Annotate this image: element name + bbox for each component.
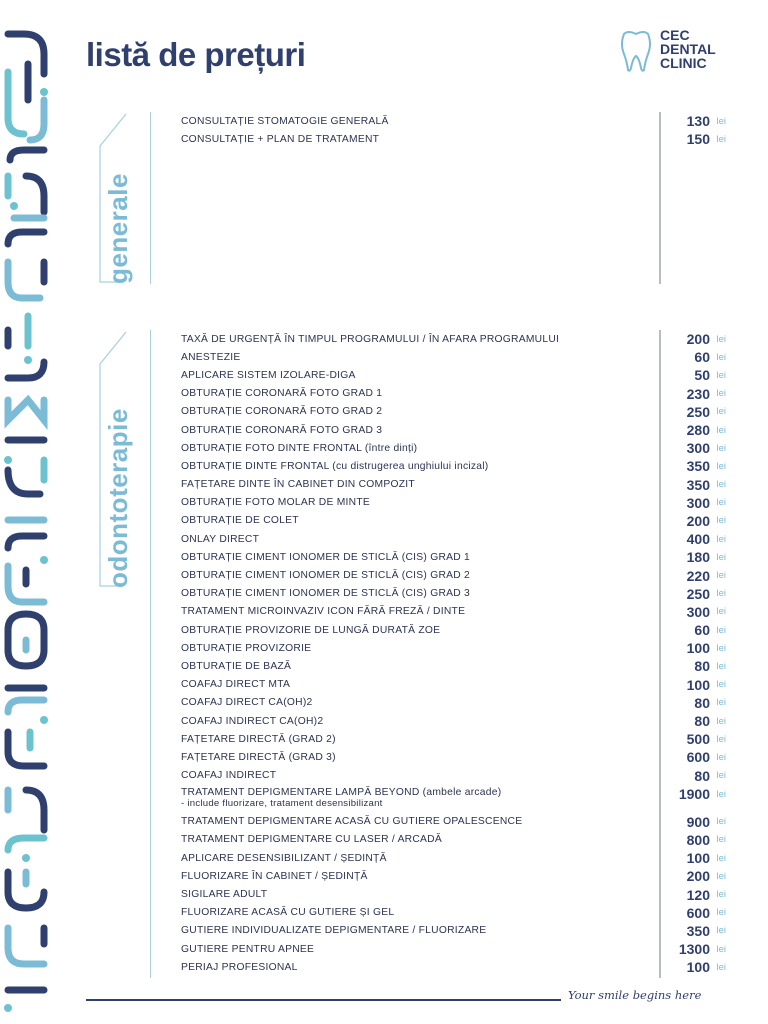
service-name (181, 406, 651, 417)
service-price: 80 (694, 767, 710, 784)
service-price: 300 (686, 440, 710, 457)
service-price: 200 (686, 331, 710, 348)
section-label-generale: generale (103, 173, 133, 284)
service-name (181, 497, 651, 508)
tooth-icon (618, 28, 654, 74)
service-name (181, 734, 651, 745)
currency-label: lei (716, 497, 726, 509)
price-row (181, 348, 736, 366)
service-name-text: OBTURAȚIE CORONARĂ FOTO GRAD 1 (181, 388, 383, 400)
currency-label: lei (716, 642, 726, 654)
logo-line-1: CEC (660, 27, 690, 43)
service-price: 60 (694, 349, 710, 366)
price-row (181, 530, 736, 548)
service-price: 100 (686, 640, 710, 657)
service-price: 100 (686, 850, 710, 867)
price-row (181, 885, 736, 903)
clinic-logo (614, 26, 734, 76)
price-row (181, 439, 736, 457)
service-price: 350 (686, 922, 710, 939)
service-name-text: TAXĂ DE URGENȚĂ ÎN TIMPUL PROGRAMULUI / ÎN AFARA PROGRAMULUI (181, 333, 560, 345)
service-price: 50 (694, 367, 710, 384)
service-price: 80 (694, 658, 710, 675)
service-name (181, 461, 651, 472)
service-price: 120 (686, 886, 710, 903)
currency-label: lei (716, 388, 726, 400)
service-name-text: OBTURAȚIE DINTE FRONTAL (cu distrugerea unghiului incizal) (181, 460, 489, 472)
service-name-text: OBTURAȚIE DE BAZĂ (181, 660, 292, 672)
service-name (181, 443, 651, 454)
service-name-text: OBTURAȚIE CORONARĂ FOTO GRAD 3 (181, 424, 383, 436)
service-price: 300 (686, 603, 710, 620)
price-list-generale (181, 112, 736, 148)
price-row (181, 548, 736, 566)
service-name (181, 606, 651, 617)
currency-label: lei (716, 406, 726, 418)
service-name (181, 944, 651, 955)
price-row (181, 958, 736, 976)
currency-label: lei (716, 751, 726, 763)
service-name-text: TRATAMENT MICROINVAZIV ICON FĂRĂ FREZĂ / DINTE (181, 606, 466, 618)
currency-label: lei (716, 479, 726, 491)
currency-label: lei (716, 733, 726, 745)
service-name-text: TRATAMENT DEPIGMENTARE CU LASER / ARCADĂ (181, 834, 442, 846)
price-row (181, 639, 736, 657)
service-name-text: OBTURAȚIE CIMENT IONOMER DE STICLĂ (CIS) GRAD 1 (181, 551, 471, 563)
service-name-text: CONSULTAȚIE STOMATOGIE GENERALĂ (181, 115, 389, 127)
section-divider-left (150, 330, 151, 978)
service-price: 900 (686, 813, 710, 830)
service-price: 200 (686, 512, 710, 529)
currency-label: lei (716, 697, 726, 709)
service-name-text: OBTURAȚIE PROVIZORIE (181, 642, 312, 654)
service-name-text: TRATAMENT DEPIGMENTARE ACASĂ CU GUTIERE OPALESCENCE (181, 816, 523, 828)
price-row (181, 867, 736, 885)
currency-label: lei (716, 133, 726, 145)
service-price: 350 (686, 476, 710, 493)
service-price: 350 (686, 458, 710, 475)
service-name (181, 388, 651, 399)
service-name (181, 816, 651, 827)
section-label-odontoterapie: odontoterapie (103, 408, 133, 588)
service-price: 180 (686, 549, 710, 566)
slogan: Your smile begins here (568, 988, 702, 1002)
service-name-text: OBTURAȚIE CIMENT IONOMER DE STICLĂ (CIS) GRAD 2 (181, 570, 471, 582)
service-name (181, 661, 651, 672)
service-price: 600 (686, 749, 710, 766)
currency-label: lei (716, 870, 726, 882)
price-row (181, 730, 736, 748)
service-name (181, 570, 651, 581)
price-row (181, 712, 736, 730)
currency-label: lei (716, 551, 726, 563)
page-title: listă de prețuri (86, 36, 306, 73)
currency-label: lei (716, 333, 726, 345)
service-name-text: APLICARE SISTEM IZOLARE-DIGA (181, 369, 356, 381)
service-name-text: FLUORIZARE ACASĂ CU GUTIERE ȘI GEL (181, 907, 395, 919)
price-row (181, 785, 736, 813)
service-name (181, 588, 651, 599)
currency-label: lei (716, 907, 726, 919)
currency-label: lei (716, 424, 726, 436)
service-name (181, 716, 651, 727)
service-name (181, 907, 651, 918)
currency-label: lei (716, 943, 726, 955)
currency-label: lei (716, 369, 726, 381)
service-name (181, 785, 651, 809)
decorative-left-pattern (0, 0, 60, 1024)
service-price: 80 (694, 694, 710, 711)
service-name (181, 552, 651, 563)
service-price: 60 (694, 622, 710, 639)
price-row (181, 366, 736, 384)
price-list-odontoterapie (181, 330, 736, 976)
service-price: 100 (686, 959, 710, 976)
price-row (181, 621, 736, 639)
service-name-text: OBTURAȚIE PROVIZORIE DE LUNGĂ DURATĂ ZOE (181, 624, 441, 636)
price-row (181, 421, 736, 439)
service-price: 1300 (678, 941, 710, 958)
service-name (181, 334, 651, 345)
service-note: - include fluorizare, tratament desensibilizant (181, 797, 383, 809)
price-row (181, 494, 736, 512)
currency-label: lei (716, 460, 726, 472)
service-price: 400 (686, 531, 710, 548)
currency-label: lei (716, 852, 726, 864)
currency-label: lei (716, 533, 726, 545)
section-divider-left (150, 112, 151, 284)
service-name-text: OBTURAȚIE CIMENT IONOMER DE STICLĂ (CIS) GRAD 3 (181, 588, 471, 600)
section-odontoterapie (86, 330, 736, 978)
service-name-text: ANESTEZIE (181, 351, 241, 363)
price-row (181, 476, 736, 494)
service-name (181, 962, 651, 973)
logo-line-2: DENTAL (660, 41, 716, 57)
service-price: 280 (686, 422, 710, 439)
service-price: 600 (686, 904, 710, 921)
service-name-text: COAFAJ INDIRECT (181, 770, 277, 782)
service-price: 1900 (678, 785, 710, 802)
service-name-text: OBTURAȚIE DE COLET (181, 515, 299, 527)
service-name (181, 871, 651, 882)
service-name-text: PERIAJ PROFESIONAL (181, 961, 298, 973)
price-row (181, 904, 736, 922)
service-price: 100 (686, 676, 710, 693)
service-name-text: FAȚETARE DINTE ÎN CABINET DIN COMPOZIT (181, 479, 415, 491)
currency-label: lei (716, 715, 726, 727)
service-name-text: OBTURAȚIE FOTO MOLAR DE MINTE (181, 497, 370, 509)
price-row (181, 849, 736, 867)
service-name-text: OBTURAȚIE CORONARĂ FOTO GRAD 2 (181, 406, 383, 418)
service-price: 800 (686, 831, 710, 848)
service-name-text: TRATAMENT DEPIGMENTARE LAMPĂ BEYOND (ambele arcade) (181, 786, 502, 798)
currency-label: lei (716, 889, 726, 901)
price-row (181, 767, 736, 785)
service-name (181, 352, 651, 363)
service-name-text: FLUORIZARE ÎN CABINET / ȘEDINȚĂ (181, 870, 368, 882)
price-row (181, 457, 736, 475)
service-price: 150 (686, 131, 710, 148)
service-name (181, 889, 651, 900)
service-price: 230 (686, 385, 710, 402)
price-row (181, 831, 736, 849)
service-name-text: COAFAJ DIRECT CA(OH)2 (181, 697, 313, 709)
currency-label: lei (716, 816, 726, 828)
service-name-text: FAȚETARE DIRECTĂ (GRAD 3) (181, 751, 336, 763)
service-price: 200 (686, 868, 710, 885)
price-row (181, 603, 736, 621)
currency-label: lei (716, 351, 726, 363)
service-name-text: APLICARE DESENSIBILIZANT / ȘEDINȚĂ (181, 852, 387, 864)
service-name (181, 925, 651, 936)
service-name-text: CONSULTAȚIE + PLAN DE TRATAMENT (181, 133, 380, 145)
price-row (181, 694, 736, 712)
price-row (181, 585, 736, 603)
currency-label: lei (716, 588, 726, 600)
price-row (181, 130, 736, 148)
service-name (181, 479, 651, 490)
logo-line-3: CLINIC (660, 55, 707, 71)
service-name-text: ONLAY DIRECT (181, 533, 260, 545)
price-row (181, 676, 736, 694)
currency-label: lei (716, 961, 726, 973)
service-name (181, 116, 651, 127)
service-price: 80 (694, 713, 710, 730)
price-row (181, 330, 736, 348)
currency-label: lei (716, 788, 726, 800)
price-row (181, 922, 736, 940)
service-name (181, 679, 651, 690)
service-name-text: COAFAJ DIRECT MTA (181, 679, 291, 691)
price-row (181, 566, 736, 584)
price-row (181, 112, 736, 130)
service-name (181, 834, 651, 845)
service-name-text: GUTIERE PENTRU APNEE (181, 943, 315, 955)
currency-label: lei (716, 624, 726, 636)
service-price: 250 (686, 403, 710, 420)
service-name (181, 534, 651, 545)
service-price: 500 (686, 731, 710, 748)
service-name-text: COAFAJ INDIRECT CA(OH)2 (181, 715, 324, 727)
service-name-text: SIGILARE ADULT (181, 889, 268, 901)
currency-label: lei (716, 660, 726, 672)
service-name (181, 752, 651, 763)
currency-label: lei (716, 770, 726, 782)
price-row (181, 403, 736, 421)
currency-label: lei (716, 570, 726, 582)
currency-label: lei (716, 606, 726, 618)
service-name (181, 425, 651, 436)
service-name (181, 643, 651, 654)
price-row (181, 813, 736, 831)
price-row (181, 512, 736, 530)
currency-label: lei (716, 834, 726, 846)
price-row (181, 657, 736, 675)
service-name (181, 853, 651, 864)
price-row (181, 748, 736, 766)
service-name-text: OBTURAȚIE FOTO DINTE FRONTAL (între dinți) (181, 442, 418, 454)
currency-label: lei (716, 115, 726, 127)
price-row (181, 940, 736, 958)
currency-label: lei (716, 442, 726, 454)
service-name (181, 370, 651, 381)
section-generale (86, 112, 736, 284)
service-name (181, 625, 651, 636)
service-price: 220 (686, 567, 710, 584)
service-price: 130 (686, 113, 710, 130)
currency-label: lei (716, 925, 726, 937)
service-name (181, 770, 651, 781)
currency-label: lei (716, 679, 726, 691)
price-row (181, 385, 736, 403)
service-price: 250 (686, 585, 710, 602)
currency-label: lei (716, 515, 726, 527)
footer-divider (86, 999, 561, 1001)
service-name (181, 515, 651, 526)
service-name-text: GUTIERE INDIVIDUALIZATE DEPIGMENTARE / FLUORIZARE (181, 925, 487, 937)
service-name-text: FAȚETARE DIRECTĂ (GRAD 2) (181, 733, 336, 745)
service-price: 300 (686, 494, 710, 511)
service-name (181, 134, 651, 145)
service-name (181, 697, 651, 708)
